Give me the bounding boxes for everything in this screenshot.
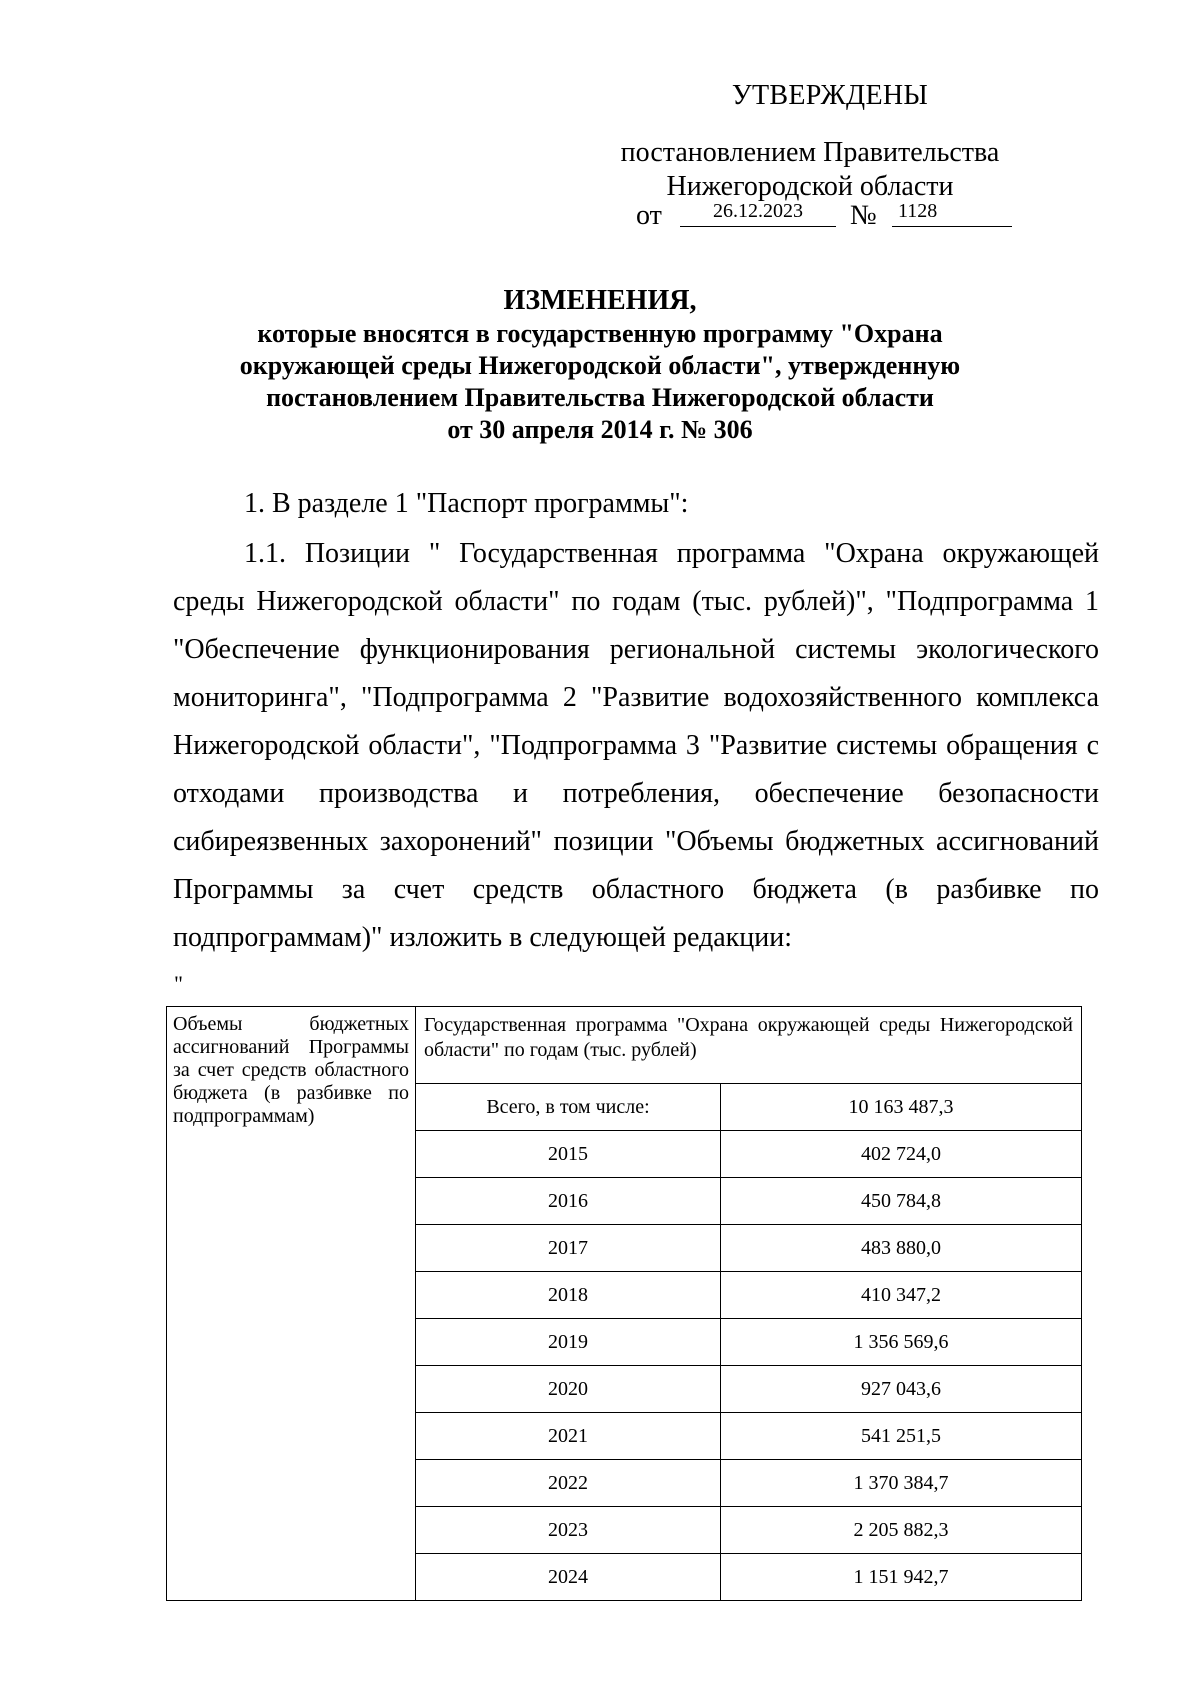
row-value: 1 370 384,7 — [721, 1460, 1082, 1507]
row-value: 2 205 882,3 — [721, 1507, 1082, 1554]
paragraph-1: 1. В разделе 1 "Паспорт программы": — [244, 488, 689, 519]
title-line-4: от 30 апреля 2014 г. № 306 — [447, 415, 753, 444]
row-label: 2016 — [416, 1178, 721, 1225]
table-header: Государственная программа "Охрана окружающей среды Нижегородской области" по годам (тыс. рублей) — [416, 1007, 1082, 1084]
decree-date: 26.12.2023 — [680, 196, 836, 227]
row-value: 10 163 487,3 — [721, 1084, 1082, 1131]
decree-date-row — [636, 196, 996, 236]
row-value: 541 251,5 — [721, 1413, 1082, 1460]
table-header-row — [167, 1007, 1082, 1084]
row-label: Всего, в том числе: — [416, 1084, 721, 1131]
row-label: 2017 — [416, 1225, 721, 1272]
row-label: 2019 — [416, 1319, 721, 1366]
row-label: 2024 — [416, 1554, 721, 1601]
decree-number: 1128 — [892, 196, 1012, 227]
budget-table — [166, 1006, 1082, 1601]
row-label: 2022 — [416, 1460, 721, 1507]
document-title — [120, 284, 1080, 446]
title-line-3: постановлением Правительства Нижегородской области — [266, 383, 934, 412]
number-label: № — [850, 200, 877, 231]
row-label: 2023 — [416, 1507, 721, 1554]
approved-heading: УТВЕРЖДЕНЫ — [731, 80, 929, 111]
row-value: 927 043,6 — [721, 1366, 1082, 1413]
approval-block — [600, 78, 1020, 204]
paragraph-1-1: 1.1. Позиции " Государственная программа "Охрана окружающей среды Нижегородской области" по годам (тыс. рублей)", "Подпрограмма 1 "Обеспечение функционирования региональной системы экологического мониторинга", "Подпрограмма 2 "Развитие водохозяйственного комплекса Нижегородской области", "Подпрограмма 3 "Развитие системы обращения с отходами производства и потребления, обеспечение безопасности сибиреязвенных захоронений" позиции "Объемы бюджетных ассигнований Программы за счет средств областного бюджета (в разбивке по подпрограммам)" изложить в следующей редакции: — [173, 538, 1099, 953]
approval-line-2: Нижегородской области — [666, 171, 954, 202]
opening-quote: " — [174, 971, 183, 996]
row-value: 410 347,2 — [721, 1272, 1082, 1319]
table-left-label: Объемы бюджетных ассигнований Программы за счет средств областного бюджета (в разбивке по подпрограммам) — [167, 1007, 416, 1601]
title-line-1: которые вносятся в государственную программу "Охрана — [257, 319, 943, 348]
date-label: от — [636, 200, 662, 231]
row-value: 1 151 942,7 — [721, 1554, 1082, 1601]
row-label: 2021 — [416, 1413, 721, 1460]
row-value: 1 356 569,6 — [721, 1319, 1082, 1366]
row-value: 450 784,8 — [721, 1178, 1082, 1225]
title-line-2: окружающей среды Нижегородской области", утвержденную — [239, 351, 961, 380]
row-value: 402 724,0 — [721, 1131, 1082, 1178]
row-label: 2015 — [416, 1131, 721, 1178]
approval-line-1: постановлением Правительства — [620, 137, 1000, 168]
title-main: ИЗМЕНЕНИЯ, — [503, 285, 697, 316]
row-label: 2020 — [416, 1366, 721, 1413]
row-label: 2018 — [416, 1272, 721, 1319]
row-value: 483 880,0 — [721, 1225, 1082, 1272]
